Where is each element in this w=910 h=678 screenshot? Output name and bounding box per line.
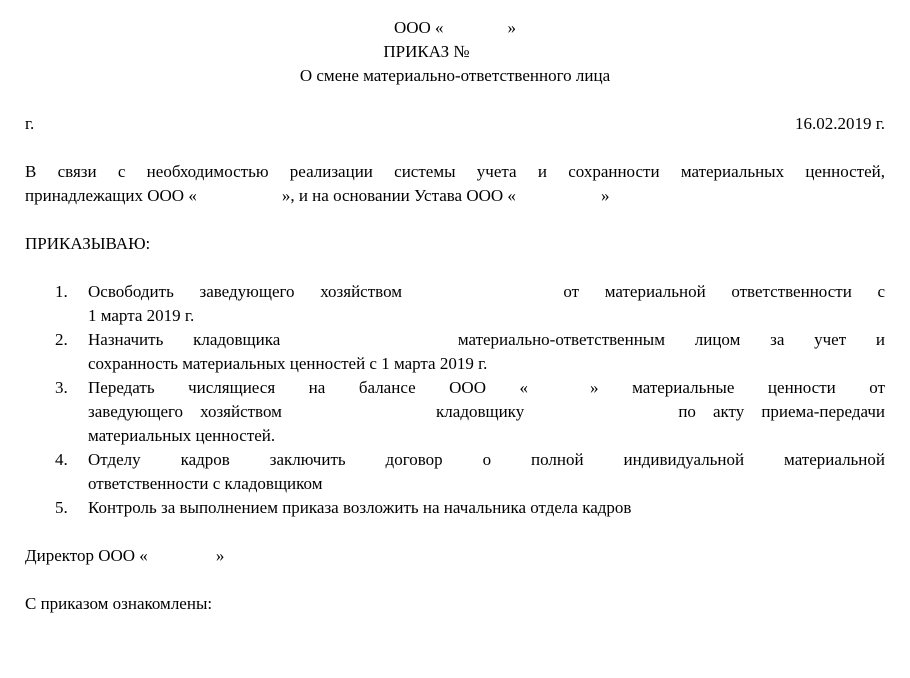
document-header <box>25 16 885 88</box>
order-item-2 <box>25 328 885 376</box>
item-number: 3. <box>55 378 68 397</box>
place-label: г. <box>25 114 35 133</box>
item-text: от материальной ответственности с <box>563 282 886 301</box>
order-item-5 <box>25 496 885 520</box>
order-item-3 <box>25 376 885 448</box>
signature-quote-close: » <box>215 546 225 565</box>
preamble-paragraph <box>25 160 885 208</box>
blank-placeholder-company-name <box>197 200 282 201</box>
order-item-1-line-1 <box>88 280 885 304</box>
order-item-3-line-2 <box>88 400 885 424</box>
preamble-line-2 <box>25 184 885 208</box>
order-item-1-line-2: 1 марта 2019 г. <box>88 306 195 325</box>
directive-heading: ПРИКАЗЫВАЮ: <box>25 234 151 253</box>
item-text: Назначить кладовщика <box>88 330 281 349</box>
acknowledgement-line: С приказом ознакомлены: <box>25 594 213 613</box>
blank-placeholder-company-name <box>444 32 508 33</box>
order-item-1 <box>25 280 885 328</box>
blank-placeholder-person-name <box>541 416 661 417</box>
item-text: материально-ответственным лицом за учет и <box>457 330 886 349</box>
blank-placeholder-person-name <box>299 416 419 417</box>
preamble-line-2-seg3: » <box>600 186 610 205</box>
signature-line <box>25 544 885 568</box>
blank-placeholder-person-name <box>310 344 428 345</box>
item-number: 1. <box>55 282 68 301</box>
blank-placeholder-company-name <box>528 392 590 393</box>
company-name-line <box>25 16 885 40</box>
order-item-5-line-1: Контроль за выполнением приказа возложить на начальника отдела кадров <box>88 498 632 517</box>
order-items-list <box>25 280 885 520</box>
place-date-row <box>25 112 885 136</box>
order-item-3-line-1 <box>88 376 885 400</box>
item-number: 5. <box>55 498 68 517</box>
item-number: 4. <box>55 450 68 469</box>
blank-placeholder-order-number <box>470 56 527 57</box>
company-name-prefix: ООО « <box>393 18 444 37</box>
preamble-line-2-seg1: принадлежащих ООО « <box>25 186 197 205</box>
order-item-4 <box>25 448 885 496</box>
item-text: » материальные ценности от <box>590 378 885 397</box>
order-title-line <box>25 40 885 64</box>
item-text: кладовщику <box>436 402 525 421</box>
order-item-2-line-1 <box>88 328 885 352</box>
item-text: по акту приема-передачи <box>678 402 886 421</box>
item-number: 2. <box>55 330 68 349</box>
preamble-line-2-seg2: », и на основании Устава ООО « <box>281 186 516 205</box>
order-item-4-line-2: ответственности с кладовщиком <box>88 474 323 493</box>
subject-line: О смене материально-ответственного лица <box>299 66 611 85</box>
company-name-suffix: » <box>507 18 517 37</box>
item-text: Освободить заведующего хозяйством <box>88 282 403 301</box>
item-text: заведующего хозяйством <box>88 402 282 421</box>
signature-title: Директор ООО « <box>25 546 148 565</box>
order-item-2-line-2: сохранность материальных ценностей с 1 марта 2019 г. <box>88 354 488 373</box>
blank-placeholder-company-name <box>516 200 601 201</box>
item-text: Передать числящиеся на балансе ООО « <box>88 378 529 397</box>
preamble-line-1: В связи с необходимостью реализации системы учета и сохранности материальных ценностей, <box>25 162 885 181</box>
date-label: 16.02.2019 г. <box>794 114 885 133</box>
blank-placeholder-company-name <box>148 560 216 561</box>
blank-placeholder-person-name <box>428 296 538 297</box>
order-item-3-line-3: материальных ценностей. <box>88 426 276 445</box>
order-item-4-line-1: Отделу кадров заключить договор о полной индивидуальной материальной <box>88 450 885 469</box>
order-title: ПРИКАЗ № <box>383 42 470 61</box>
